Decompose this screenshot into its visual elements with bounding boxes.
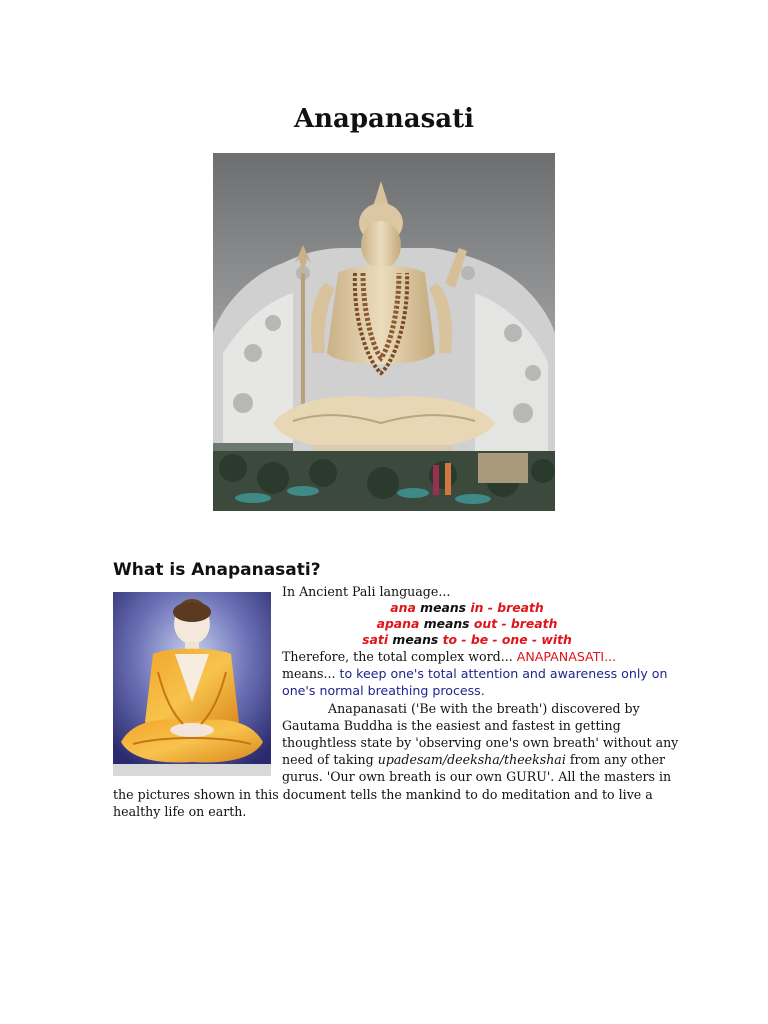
definition-apana — [282, 615, 652, 633]
paragraph-line — [282, 751, 665, 769]
intro-text: In Ancient Pali language... — [282, 584, 451, 599]
page-title: Anapanasati — [293, 104, 475, 134]
paragraph-line: Anapanasati ('Be with the breath') discovered by — [328, 701, 640, 716]
complex-word-prefix: Therefore, the total complex word... — [282, 649, 513, 664]
paragraph-line: Gautama Buddha is the easiest and fastest in getting — [282, 718, 621, 733]
meaning-line-2: one's normal breathing process. — [282, 683, 485, 698]
section-heading: What is Anapanasati? — [113, 560, 321, 580]
definition-term: sati — [362, 632, 389, 647]
definition-means: means — [423, 616, 470, 631]
definition-means: means — [420, 600, 467, 615]
paragraph-line: healthy life on earth. — [113, 804, 247, 819]
meaning-line-1 — [282, 665, 667, 683]
definition-term: ana — [390, 600, 416, 615]
paragraph-line: thoughtless state by 'observing one's own breath' without any — [282, 735, 679, 750]
meaning-text: to keep one's total attention and awareness only on — [339, 666, 668, 681]
definition-meaning: to - be - one - with — [442, 632, 572, 647]
shiva-statue-image — [213, 153, 555, 511]
paragraph-line: gurus. 'Our own breath is our own GURU'. All the masters in — [282, 769, 672, 784]
paragraph-suffix: from any other — [569, 752, 666, 767]
definition-means: means — [392, 632, 439, 647]
definition-term: apana — [376, 616, 420, 631]
definition-ana — [282, 599, 652, 617]
buddha-statue-image — [113, 592, 271, 776]
definition-meaning: out - breath — [473, 616, 558, 631]
definition-sati — [282, 631, 652, 649]
paragraph-line: the pictures shown in this document tells the mankind to do meditation and to live a — [113, 787, 653, 802]
paragraph-prefix: need of taking — [282, 752, 374, 767]
complex-word: ANAPANASATI... — [516, 649, 617, 664]
complex-word-line — [282, 648, 616, 666]
definition-meaning: in - breath — [470, 600, 544, 615]
means-prefix: means... — [282, 666, 336, 681]
paragraph-italic: upadesam/deeksha/theekshai — [377, 752, 566, 767]
